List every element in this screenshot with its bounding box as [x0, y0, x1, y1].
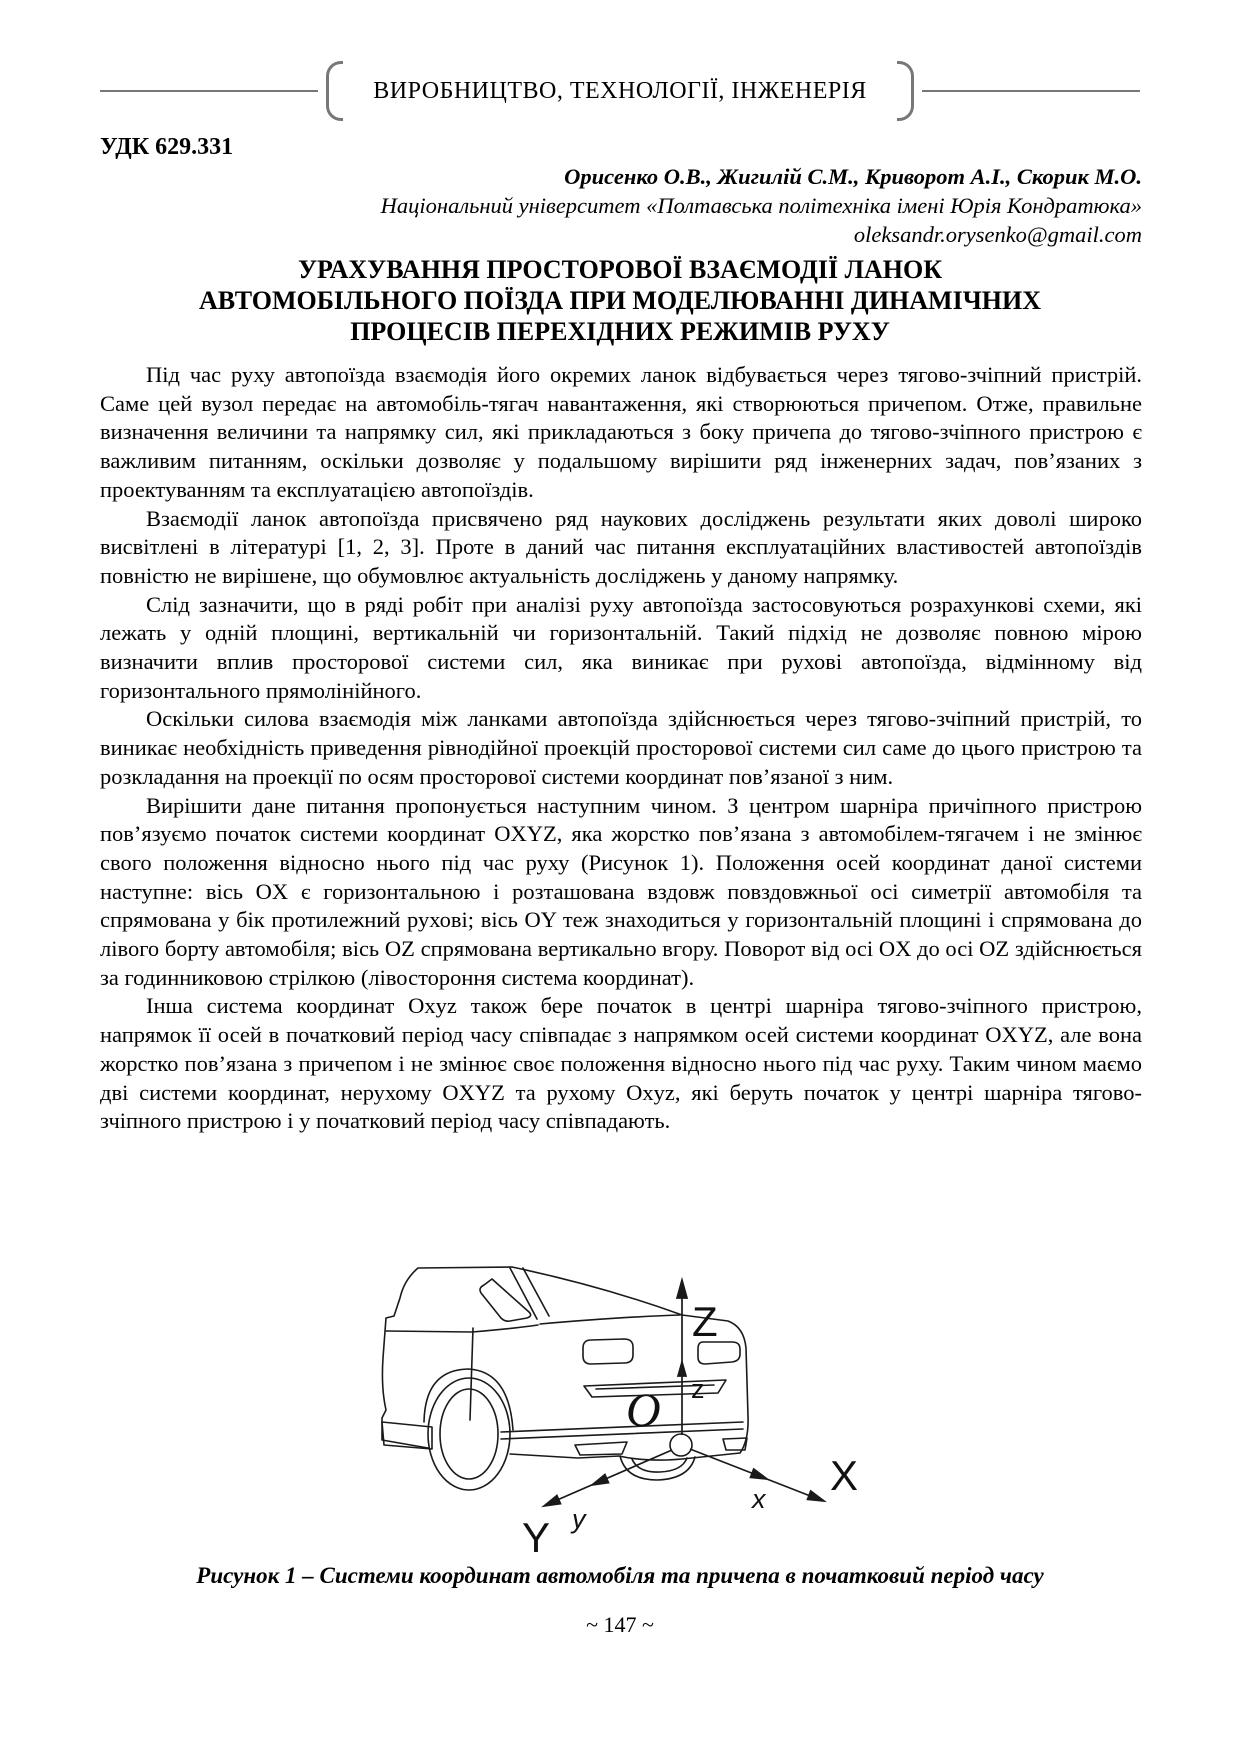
axis-label-X: X	[830, 1452, 859, 1499]
axis-label-O: O	[626, 1384, 661, 1437]
article-title-line-1: УРАХУВАННЯ ПРОСТОРОВОЇ ВЗАЄМОДІЇ ЛАНОК	[297, 255, 943, 284]
axis-label-Z: Z	[692, 1298, 718, 1345]
journal-section-title: ВИРОБНИЦТВО, ТЕХНОЛОГІЇ, ІНЖЕНЕРІЯ	[373, 77, 867, 104]
journal-header-band	[100, 56, 1140, 126]
article-body	[100, 361, 1142, 1136]
affiliation-line: Національний університет «Полтавська політехніка імені Юрія Кондратюка»	[380, 193, 1142, 218]
band-bracket-left-icon	[326, 61, 343, 121]
y-small-arrowhead-icon	[592, 1475, 609, 1486]
byline-block	[381, 162, 1142, 249]
y-axis-arrowhead-icon	[544, 1496, 561, 1507]
hitch-ball	[670, 1434, 692, 1456]
axis-label-y: y	[572, 1504, 586, 1534]
paragraph-5: Вирішити дане питання пропонується наступним чином. З центром шарніра причіпного пристрою пов’язуємо початок системи координат OXYZ, яка жорстко пов’язана з автомобілем-тягачем і не змінює свого положення відносно нього під час руху (Рисунок 1). Положення осей координат даної системи наступне: вісь OX є горизонтальною і розташована вздовж повздовжньої осі симетрії автомобіля та спрямована у бік протилежний рухові; вісь OY теж знаходиться у горизонтальній площині і спрямована до лівого борту автомобіля; вісь OZ спрямована вертикально вгору. Поворот від осі OX до осі OZ здійснюється за годинниковою стрілкою (лівостороння система координат).	[100, 792, 1142, 990]
article-title	[110, 254, 1130, 347]
band-bracket-right-icon	[897, 61, 914, 121]
paragraph-4: Оскільки силова взаємодія між ланками автопоїзда здійснюється через тягово-зчіпний пристрій, то виникає необхідність приведення рівнодійної проекцій просторової системи сил саме до цього пристрою та розкладання на проекції по осям просторової системи координат пов’язаної з ним.	[100, 706, 1142, 789]
paragraph-2: Взаємодії ланок автопоїзда присвячено ряд наукових досліджень результати яких доволі широко висвітлені в літературі [1, 2, 3]. Проте в даний час питання експлуатаційних властивостей автопоїздів повністю не вирішене, що обумовлює актуальність досліджень у даному напрямку.	[100, 505, 1142, 588]
band-rule-right	[922, 90, 1140, 92]
z-small-arrowhead-icon	[678, 1362, 686, 1376]
paragraph-3: Слід зазначити, що в ряді робіт при аналізі руху автопоїзда застосовуються розрахункові схеми, які лежать у одній площині, вертикальній чи горизонтальній. Такий підхід не дозволяє повною мірою визначити вплив просторової системи сил, яка виникає при рухові автопоїзда, відмінному від горизонтального прямолінійного.	[100, 591, 1142, 703]
x-axis-arrowhead-icon	[808, 1491, 825, 1501]
z-axis-arrowhead-icon	[677, 1280, 687, 1298]
axis-label-x: x	[752, 1484, 766, 1514]
page-number: ~ 147 ~	[586, 1612, 654, 1637]
authors-line: Орисенко О.В., Жигилій С.М., Криворот А.І., Скорик М.О.	[564, 164, 1142, 189]
author-email: oleksandr.orysenko@gmail.com	[853, 222, 1142, 247]
axis-label-Y: Y	[522, 1514, 551, 1558]
udc-code: УДК 629.331	[100, 134, 234, 160]
figure-caption: Рисунок 1 – Системи координат автомобіля та причепа в початковий період часу	[196, 1563, 1044, 1588]
axis-label-z: z	[691, 1374, 705, 1404]
car-coordinate-drawing	[320, 1258, 880, 1558]
figure-1	[0, 1258, 1240, 1562]
band-rule-left	[100, 90, 318, 92]
paragraph-6: Інша система координат Oxyz також бере початок в центрі шарніра тягово-зчіпного пристрою, напрямок її осей в початковий період часу співпадає з напрямком осей системи координат OXYZ, але вона жорстко пов’язана з причепом і не змінює своє положення відносно нього під час руху. Таким чином маємо дві системи координат, нерухому OXYZ та рухому Oxyz, які беруть початок у центрі шарніра тягово-зчіпного пристрою і у початковий період часу співпадають.	[100, 993, 1142, 1134]
paragraph-1: Під час руху автопоїзда взаємодія його окремих ланок відбувається через тягово-зчіпний пристрій. Саме цей вузол передає на автомобіль-тягач навантаження, які створюються причепом. Отже, правильне визначення величини та напрямку сил, які прикладаються з боку причепа до тягово-зчіпного пристрою є важливим питанням, оскільки дозволяє у подальшому вирішити ряд інженерних задач, пов’язаних з проектуванням та експлуатацією автопоїздів.	[100, 362, 1142, 502]
article-title-line-2: АВТОМОБІЛЬНОГО ПОЇЗДА ПРИ МОДЕЛЮВАННІ ДИНАМІЧНИХ	[198, 286, 1042, 315]
x-small-arrowhead-icon	[751, 1469, 768, 1479]
article-title-line-3: ПРОЦЕСІВ ПЕРЕХІДНИХ РЕЖИМІВ РУХУ	[350, 317, 890, 346]
